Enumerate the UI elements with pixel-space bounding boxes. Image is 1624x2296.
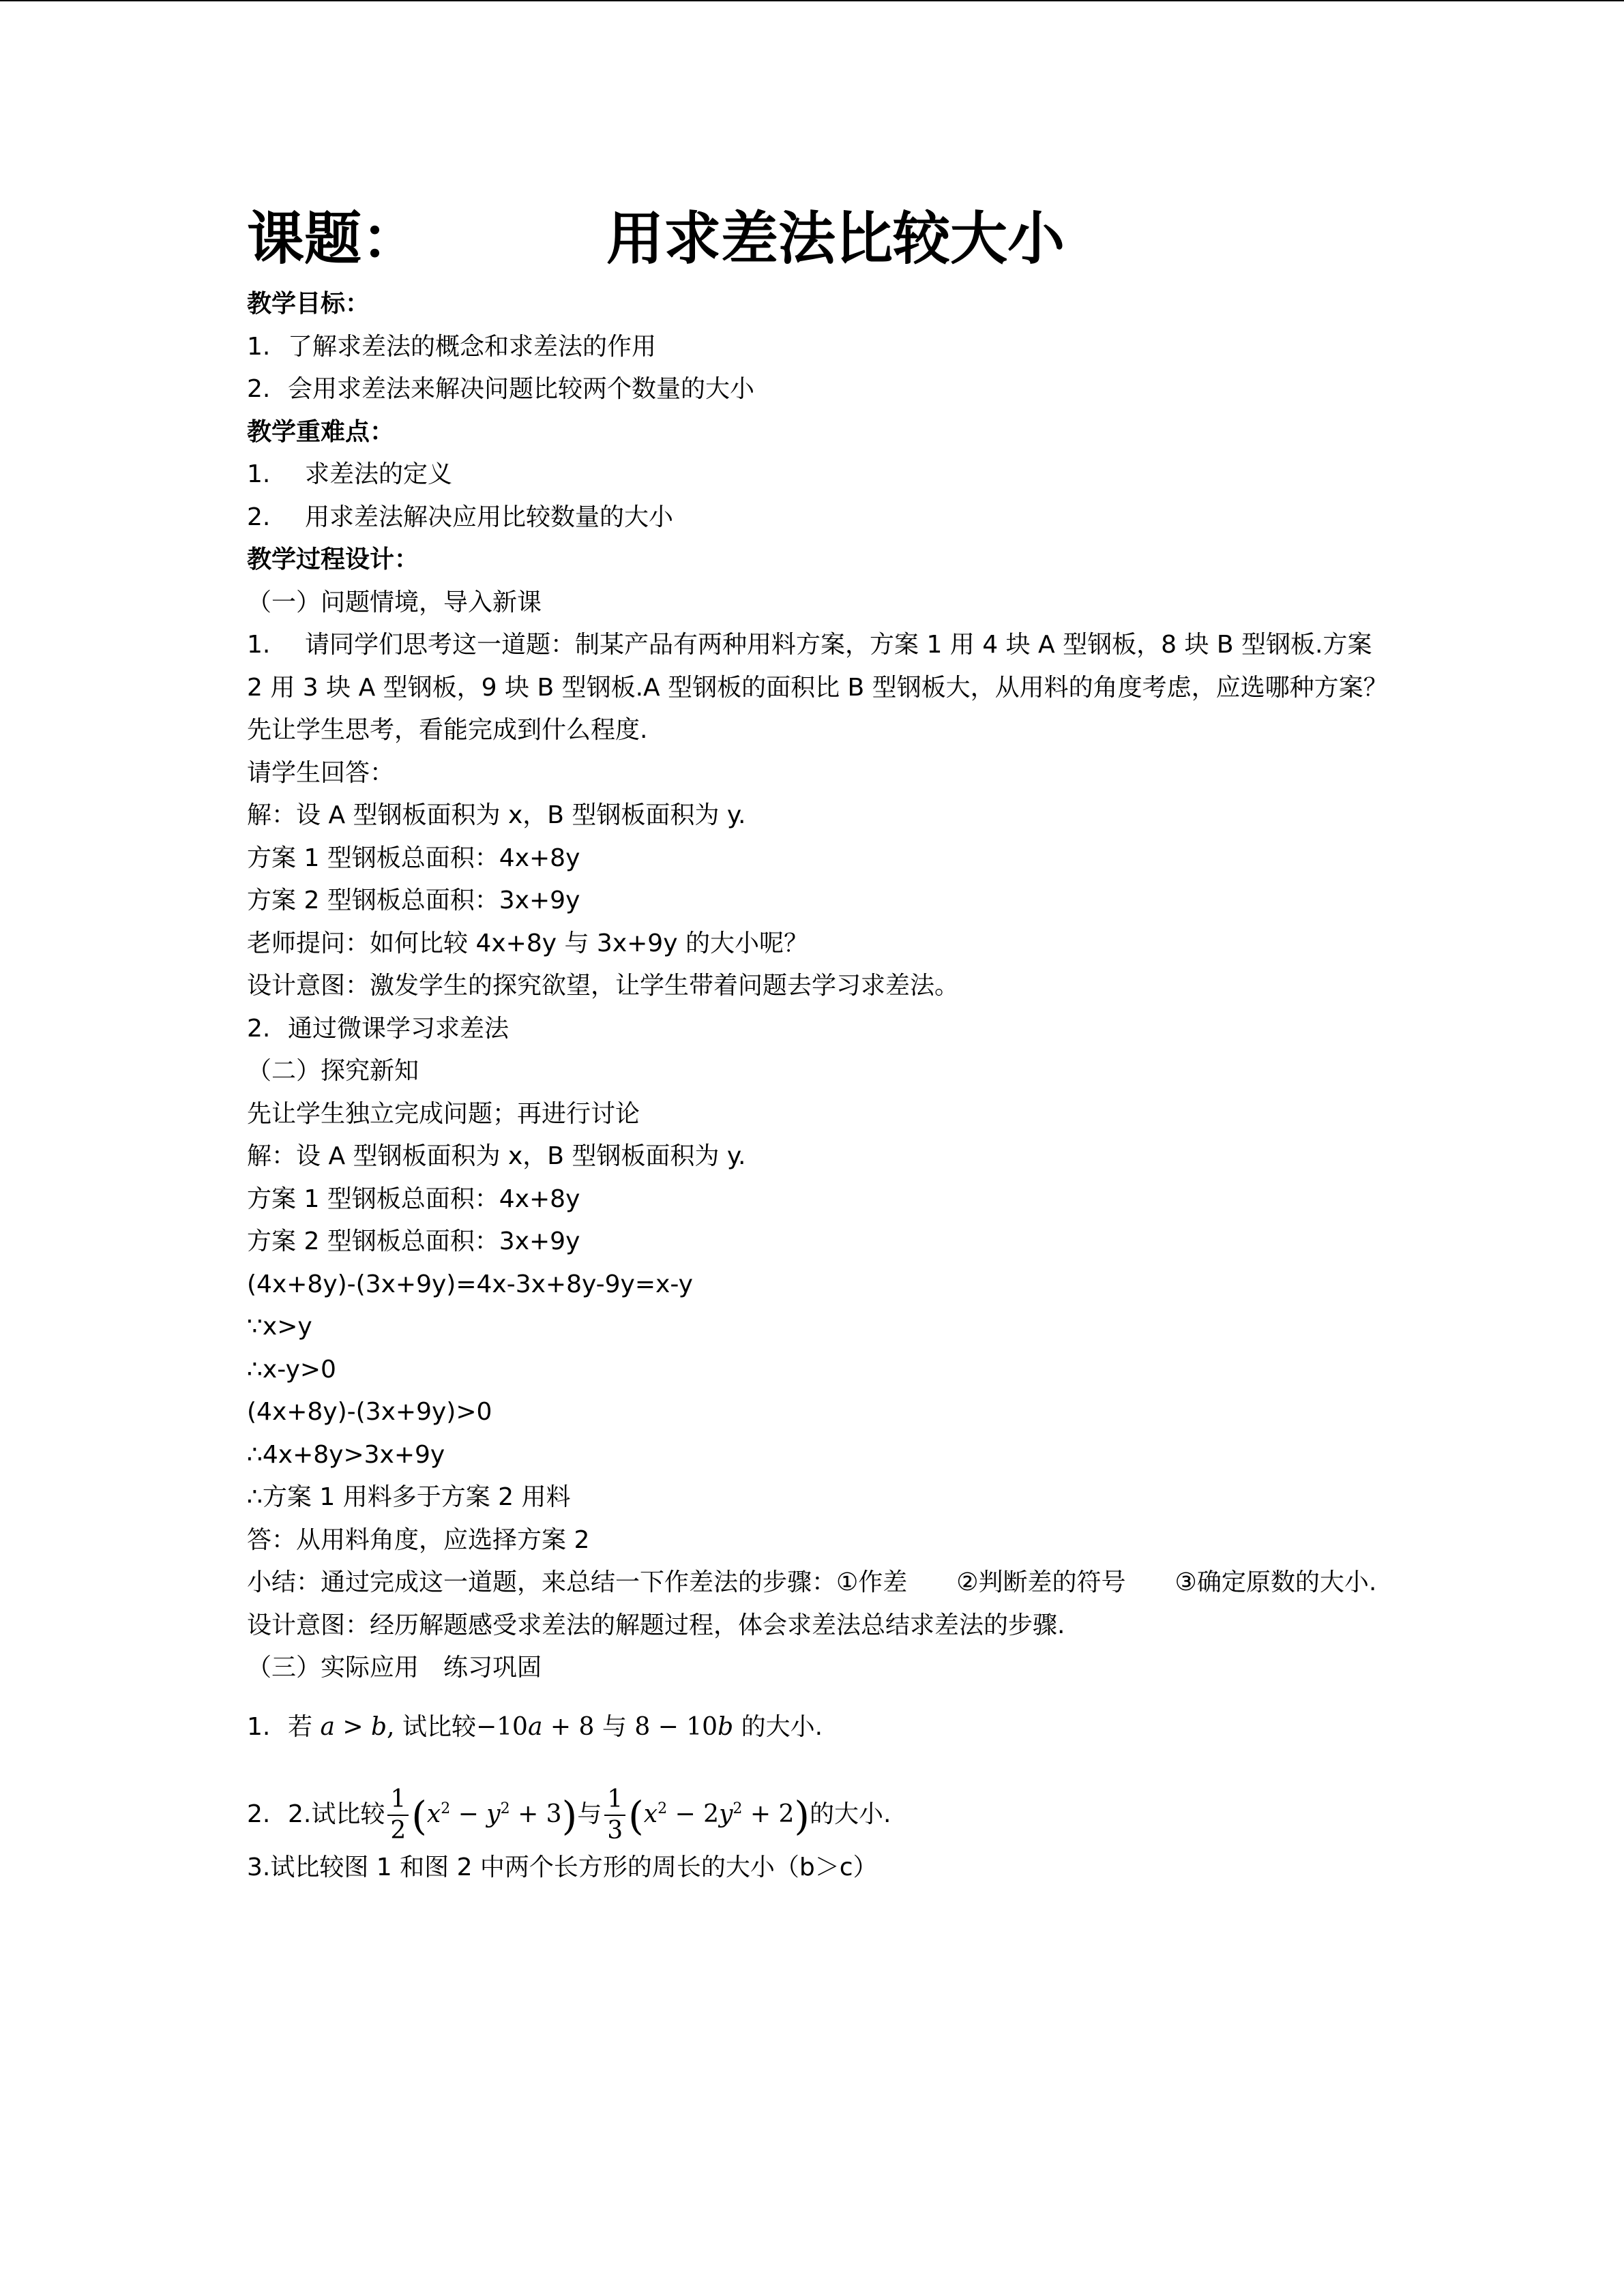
text-line: 方案 1 型钢板总面积：4x+8y bbox=[247, 1184, 580, 1213]
title-main: 用求差法比较大小 bbox=[606, 205, 1065, 272]
fraction-one-third: $\frac{1}{3}$ bbox=[604, 1787, 625, 1843]
step-item: 2. 通过微课学习求差法 bbox=[247, 1014, 510, 1043]
exercise-2: 2. 2.试比较 $\frac{1}{2}$ $(x^2 - y^2 + 3)$与 $\frac{1}{3}$ $(x^2 - 2y^2 + 2)$的大小. bbox=[247, 1785, 891, 1845]
text-line: ∴方案 1 用料多于方案 2 用料 bbox=[247, 1483, 571, 1511]
text-line: 解：设 A 型钢板面积为 x，B 型钢板面积为 y. bbox=[247, 1142, 746, 1170]
text-line: 设计意图：激发学生的探究欲望，让学生带着问题去学习求差法。 bbox=[247, 972, 960, 1000]
text-line: 方案 2 型钢板总面积：3x+9y bbox=[247, 1227, 580, 1255]
text-line: 方案 2 型钢板总面积：3x+9y bbox=[247, 886, 580, 914]
problem-paragraph: 1. 请同学们思考这一道题：制某产品有两种用料方案，方案 1 用 4 块 A 型钢板，8 块 B 型钢板.方案 2 用 3 块 A 型钢板，9 块 B 型钢板.A 型钢板的面积比 B 型钢板大，从用料的角度考虑，应选哪种方案？ bbox=[247, 631, 1388, 702]
equation-line: ∴x-y>0 bbox=[247, 1355, 336, 1384]
exercise-1-expr2: 8 − 10b bbox=[634, 1712, 734, 1741]
fraction-one-half: $\frac{1}{2}$ bbox=[387, 1787, 409, 1843]
document-title bbox=[247, 194, 1393, 283]
text-line: 解：设 A 型钢板面积为 x，B 型钢板面积为 y. bbox=[247, 801, 746, 829]
exercise-3: 3.试比较图 1 和图 2 中两个长方形的周长的大小（b＞c） bbox=[247, 1853, 878, 1881]
key-point-item: 1. 求差法的定义 bbox=[247, 460, 453, 488]
summary-paragraph: 小结：通过完成这一道题，来总结一下作差法的步骤：①作差 ②判断差的符号 ③确定原数的大小. bbox=[247, 1568, 1377, 1596]
equation-line: ∴4x+8y>3x+9y bbox=[247, 1440, 445, 1469]
section-heading-2: （二）探究新知 bbox=[247, 1057, 419, 1085]
objective-item: 1. 了解求差法的概念和求差法的作用 bbox=[247, 332, 657, 361]
title-label: 课题： bbox=[247, 205, 419, 272]
text-line: 答：从用料角度，应选择方案 2 bbox=[247, 1525, 590, 1554]
text-line: 先让学生思考，看能完成到什么程度. bbox=[247, 716, 648, 744]
objectives-heading: 教学目标： bbox=[247, 290, 370, 318]
equation-line: (4x+8y)-(3x+9y)=4x-3x+8y-9y=x-y bbox=[247, 1270, 693, 1298]
exercise-1-condition: a > b, bbox=[320, 1712, 395, 1741]
exercise-2-expr1: $(x^2 - y^2 + 3)$ bbox=[411, 1792, 578, 1839]
key-points-heading: 教学重难点： bbox=[247, 417, 395, 446]
design-intent: 设计意图：经历解题感受求差法的解题过程，体会求差法总结求差法的步骤. bbox=[247, 1611, 1065, 1639]
exercise-2-expr2: $(x^2 - 2y^2 + 2)$ bbox=[628, 1792, 810, 1839]
equation-line: ∵x>y bbox=[247, 1313, 312, 1341]
exercise-1-expr1: −10a + 8 bbox=[475, 1712, 595, 1741]
text-line: 请学生回答： bbox=[247, 758, 395, 787]
text-line: 方案 1 型钢板总面积：4x+8y bbox=[247, 844, 580, 872]
page-top-border bbox=[0, 0, 1624, 1]
equation-line: (4x+8y)-(3x+9y)>0 bbox=[247, 1398, 492, 1426]
exercise-1: 1. 若 a > b, 试比较−10a + 8 与 8 − 10b 的大小. bbox=[247, 1712, 823, 1741]
section-heading-3: （三）实际应用 练习巩固 bbox=[247, 1654, 542, 1682]
objective-item: 2. 会用求差法来解决问题比较两个数量的大小 bbox=[247, 375, 755, 403]
key-point-item: 2. 用求差法解决应用比较数量的大小 bbox=[247, 503, 674, 531]
section-heading-1: （一）问题情境，导入新课 bbox=[247, 588, 542, 616]
text-line: 老师提问：如何比较 4x+8y 与 3x+9y 的大小呢？ bbox=[247, 929, 808, 957]
document-page bbox=[247, 194, 1393, 1889]
process-heading: 教学过程设计： bbox=[247, 546, 419, 573]
text-line: 先让学生独立完成问题；再进行讨论 bbox=[247, 1099, 640, 1128]
